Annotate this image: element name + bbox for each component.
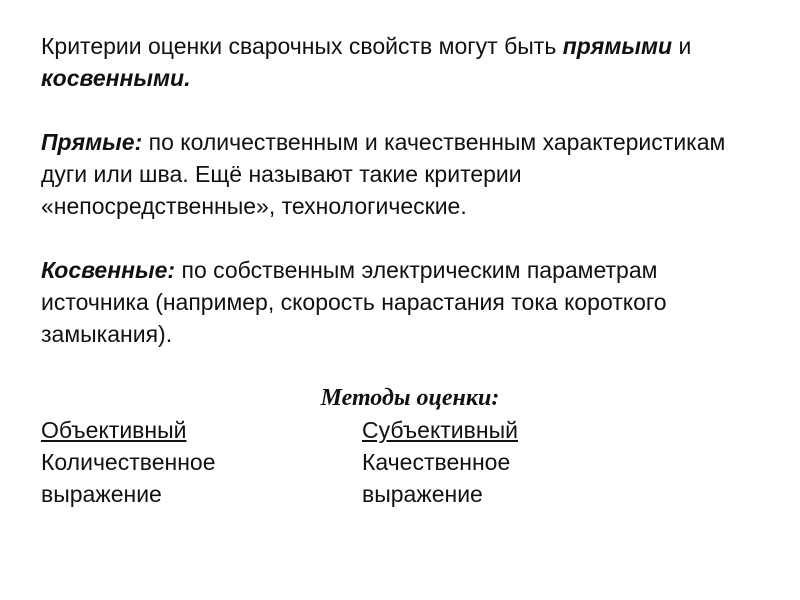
indirect-text: по собственным электрическим параметрам источника (например, скорость нарастания тока короткого замыкания). [41, 257, 667, 347]
objective-line-1: Количественное [41, 449, 216, 475]
intro-text-before: Критерии оценки сварочных свойств могут быть [41, 33, 563, 59]
subjective-line-2: выражение [362, 481, 483, 507]
intro-text-mid: и [672, 33, 692, 59]
objective-line-2: выражение [41, 481, 162, 507]
objective-column [41, 414, 216, 510]
intro-bold-direct: прямыми [562, 33, 673, 59]
intro-text-after: . [184, 65, 191, 91]
direct-paragraph [41, 126, 761, 222]
indirect-paragraph [41, 254, 761, 350]
intro-bold-indirect: косвенными [41, 65, 185, 91]
intro-paragraph [41, 30, 761, 94]
indirect-label: Косвенные: [41, 257, 176, 283]
direct-text: по количественным и качественным характеристикам дуги или шва. Ещё называют такие критерии «непосредственные», технологические. [41, 129, 726, 219]
subjective-heading: Субъективный [362, 417, 518, 443]
objective-heading: Объективный [41, 417, 187, 443]
subjective-column [362, 414, 518, 510]
subjective-line-1: Качественное [362, 449, 511, 475]
direct-label: Прямые: [41, 129, 143, 155]
methods-title: Методы оценки: [320, 385, 500, 411]
